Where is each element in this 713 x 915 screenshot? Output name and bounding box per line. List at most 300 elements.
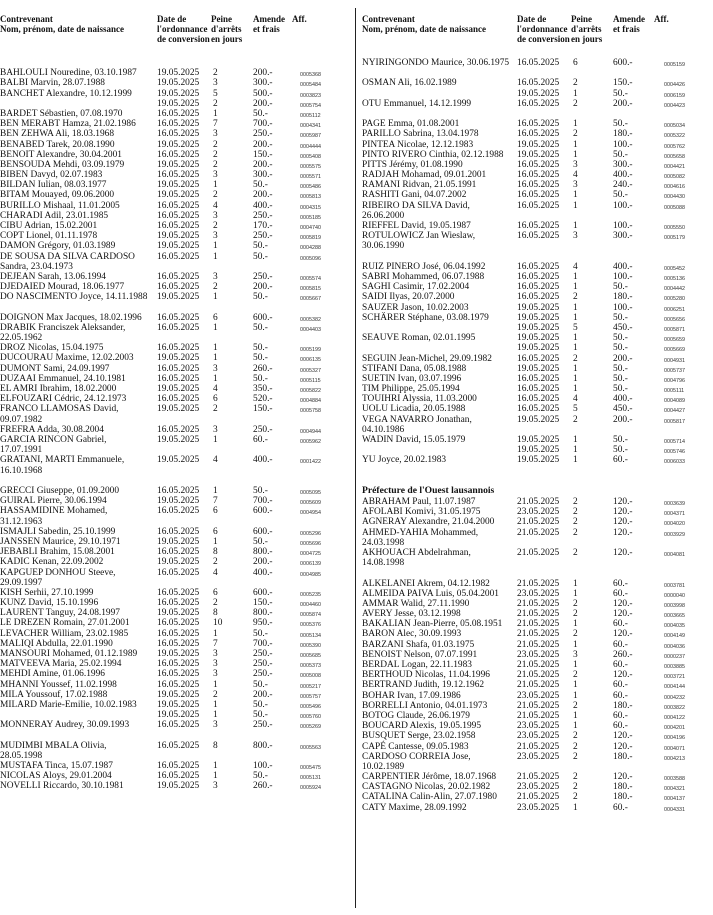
offender-name: MUSTAFA Tinca, 15.07.1987 <box>0 761 113 772</box>
offender-name: BENSOUDA Mehdi, 03.09.1979 <box>0 159 125 170</box>
table-row <box>0 241 350 251</box>
penalty-days: 4 <box>213 567 218 578</box>
table-row <box>0 598 350 608</box>
section-heading <box>362 486 713 497</box>
offender-name: MANSOURI Mohamed, 01.12.1989 <box>0 649 138 660</box>
conversion-date: 21.05.2025 <box>517 527 560 538</box>
table-row <box>0 313 350 323</box>
table-row <box>0 129 350 139</box>
case-number: 0004460 <box>300 602 321 609</box>
offender-name: CATALINA Calin-Alin, 27.07.1980 <box>362 792 497 803</box>
table-row <box>0 170 350 180</box>
penalty-days: 1 <box>573 149 578 160</box>
fine-amount: 250.- <box>253 271 273 282</box>
offender-name: LAURENT Tanguy, 24.08.1997 <box>0 608 120 619</box>
case-number: 0004725 <box>300 551 321 558</box>
table-row <box>362 272 713 282</box>
table-row <box>0 629 350 639</box>
case-number: 0005874 <box>300 612 321 619</box>
case-number: 0004931 <box>664 357 685 364</box>
fine-amount: 50.- <box>613 373 628 384</box>
fine-amount: 100.- <box>613 221 633 232</box>
case-number: 0004213 <box>664 755 685 762</box>
conversion-date: 16.05.2025 <box>157 373 200 384</box>
offender-name: OTU Emmanuel, 14.12.1999 <box>362 98 472 109</box>
penalty-days: 1 <box>213 485 218 496</box>
table-row <box>362 629 713 639</box>
table-row <box>0 394 350 404</box>
case-number: 0004985 <box>300 571 321 578</box>
case-number: 0004321 <box>664 786 685 793</box>
offender-name: MUDIMBI MBALA Olivia, 28.05.1998 <box>0 740 107 761</box>
conversion-date: 19.05.2025 <box>157 159 200 170</box>
penalty-days: 2 <box>213 159 218 170</box>
fine-amount: 50.- <box>613 343 628 354</box>
case-number: 0004020 <box>664 521 685 528</box>
offender-name: ISMAJLI Sabedin, 25.10.1999 <box>0 526 116 537</box>
penalty-days: 1 <box>213 373 218 384</box>
table-row <box>0 201 350 211</box>
case-number: 0004442 <box>664 286 685 293</box>
fine-amount: 120.- <box>613 547 633 558</box>
fine-amount: 600.- <box>253 312 273 323</box>
fine-amount: 250.- <box>253 129 273 140</box>
case-number: 0004089 <box>664 398 685 405</box>
offender-name: KUNZ David, 15.10.1996 <box>0 598 99 609</box>
table-row <box>0 649 350 659</box>
fine-amount: 60.- <box>613 455 628 466</box>
fine-amount: 50.- <box>253 180 268 191</box>
fine-amount: 120.- <box>613 609 633 620</box>
conversion-date: 21.05.2025 <box>517 609 560 620</box>
case-number: 0005376 <box>300 622 321 629</box>
case-number: 0005373 <box>300 663 321 670</box>
fine-amount: 180.- <box>613 751 633 762</box>
case-number: 0005746 <box>664 449 685 456</box>
fine-amount: 50.- <box>613 445 628 456</box>
conversion-date: 21.05.2025 <box>517 660 560 671</box>
conversion-date: 16.05.2025 <box>517 272 560 283</box>
fine-amount: 50.- <box>253 485 268 496</box>
conversion-date: 16.05.2025 <box>517 261 560 272</box>
conversion-date: 16.05.2025 <box>157 322 200 333</box>
table-row <box>362 160 713 170</box>
penalty-days: 1 <box>573 690 578 701</box>
fine-amount: 200.- <box>253 98 273 109</box>
offender-name: PINTEA Nicolae, 12.12.1983 <box>362 139 474 150</box>
header-name: Contrevenant Nom, prénom, date de naissance <box>0 14 124 34</box>
penalty-days: 3 <box>213 659 218 670</box>
case-number: 0000237 <box>664 653 685 660</box>
penalty-days: 1 <box>213 353 218 364</box>
offender-name: AVERY Jesse, 03.12.1998 <box>362 609 461 620</box>
offender-name: COPT Lionel, 01.11.1978 <box>0 231 98 242</box>
offender-name: SAUZER Jason, 10.02.2003 <box>362 302 469 313</box>
fine-amount: 350.- <box>253 384 273 395</box>
fine-amount: 120.- <box>613 670 633 681</box>
case-number: 0005452 <box>664 265 685 272</box>
column-divider <box>355 8 356 908</box>
fine-amount: 120.- <box>613 772 633 783</box>
offender-name: KADIC Kenan, 22.09.2002 <box>0 557 104 568</box>
fine-amount: 300.- <box>253 170 273 181</box>
offender-name: BENOIT Alexandre, 30.04.2001 <box>0 149 122 160</box>
penalty-days: 2 <box>213 149 218 160</box>
offender-name: BEN ZEHWA Ali, 18.03.1968 <box>0 129 115 140</box>
conversion-date: 16.05.2025 <box>157 343 200 354</box>
case-number: 0005390 <box>300 642 321 649</box>
conversion-date: 21.05.2025 <box>517 629 560 640</box>
table-row <box>362 640 713 650</box>
penalty-days: 1 <box>573 139 578 150</box>
fine-amount: 60.- <box>613 660 628 671</box>
fine-amount: 200.- <box>613 414 633 425</box>
case-number: 0003781 <box>664 582 685 589</box>
penalty-days: 1 <box>573 660 578 671</box>
table-row <box>362 548 713 579</box>
conversion-date: 16.05.2025 <box>517 180 560 191</box>
case-number: 0005486 <box>300 184 321 191</box>
penalty-days: 8 <box>213 608 218 619</box>
penalty-days: 2 <box>573 98 578 109</box>
offender-name: DUZAAI Emmanuel, 24.10.1981 <box>0 373 126 384</box>
table-row <box>362 721 713 731</box>
conversion-date: 16.05.2025 <box>517 384 560 395</box>
case-number: 0005609 <box>300 500 321 507</box>
fine-amount: 300.- <box>613 231 633 242</box>
penalty-days: 2 <box>573 741 578 752</box>
table-body <box>362 58 713 813</box>
case-number: 0005550 <box>664 225 685 232</box>
conversion-date: 16.05.2025 <box>517 404 560 415</box>
penalty-days: 2 <box>573 629 578 640</box>
fine-amount: 50.- <box>613 149 628 160</box>
fine-amount: 450.- <box>613 404 633 415</box>
fine-amount: 100.- <box>253 761 273 772</box>
offender-name: ALKELANEI Akrem, 04.12.1982 <box>362 578 490 589</box>
case-number: 0004944 <box>300 428 321 435</box>
conversion-date: 16.05.2025 <box>517 170 560 181</box>
conversion-date: 16.05.2025 <box>157 598 200 609</box>
offender-name: ELFOUZARI Cédric, 24.12.1973 <box>0 394 127 405</box>
case-number: 0005754 <box>300 102 321 109</box>
conversion-date: 16.05.2025 <box>157 221 200 231</box>
offender-name: FREFRA Adda, 30.08.2004 <box>0 424 104 435</box>
offender-name: FRANCO LLAMOSAS David, 09.07.1982 <box>0 404 119 425</box>
fine-amount: 50.- <box>253 353 268 364</box>
table-row <box>0 710 350 720</box>
case-number: 0005280 <box>664 296 685 303</box>
conversion-date: 19.05.2025 <box>517 322 560 333</box>
offender-name: SEAUVE Roman, 02.01.1995 <box>362 333 476 344</box>
penalty-days: 7 <box>213 638 218 649</box>
case-number: 0005571 <box>300 174 321 181</box>
table-row <box>362 731 713 741</box>
penalty-days: 3 <box>213 781 218 792</box>
conversion-date: 16.05.2025 <box>157 271 200 282</box>
penalty-days: 1 <box>573 363 578 374</box>
case-number: 0005368 <box>300 72 321 79</box>
fine-amount: 170.- <box>253 221 273 231</box>
offender-name: DUMONT Sami, 24.09.1997 <box>0 363 110 374</box>
penalty-days: 4 <box>573 170 578 181</box>
fine-amount: 60.- <box>613 710 628 721</box>
offender-name: DAMON Grégory, 01.03.1989 <box>0 241 116 252</box>
fine-amount: 250.- <box>253 424 273 435</box>
table-row <box>362 404 713 414</box>
fine-amount: 50.- <box>253 373 268 384</box>
offender-name: KAPGUEP DONHOU Steeve, 29.09.1997 <box>0 567 116 588</box>
table-body <box>0 58 350 792</box>
fine-amount: 60.- <box>613 619 628 630</box>
conversion-date: 19.05.2025 <box>157 689 200 700</box>
penalty-days: 2 <box>213 689 218 700</box>
fine-amount: 50.- <box>253 292 268 303</box>
fine-amount: 250.- <box>253 659 273 670</box>
table-row <box>0 639 350 649</box>
case-number: 0005685 <box>300 653 321 660</box>
fine-amount: 120.- <box>613 598 633 609</box>
conversion-date: 16.05.2025 <box>157 740 200 751</box>
offender-name: BARZANI Shafa, 01.03.1975 <box>362 639 475 650</box>
conversion-date: 16.05.2025 <box>517 58 560 68</box>
offender-name: AFOLABI Komivi, 31.05.1975 <box>362 507 481 518</box>
table-row <box>0 323 350 343</box>
conversion-date: 16.05.2025 <box>157 526 200 537</box>
conversion-date: 16.05.2025 <box>517 78 560 89</box>
offender-name: STIFANI Dana, 05.08.1988 <box>362 363 467 374</box>
case-number: 0005111 <box>664 388 685 395</box>
conversion-date: 23.05.2025 <box>517 731 560 742</box>
conversion-date: 19.05.2025 <box>157 241 200 252</box>
table-row <box>0 68 350 78</box>
table-row <box>0 282 350 292</box>
conversion-date: 21.05.2025 <box>517 710 560 721</box>
conversion-date: 21.05.2025 <box>517 598 560 609</box>
offender-name: DUCOURAU Maxime, 12.02.2003 <box>0 353 134 364</box>
fine-amount: 400.- <box>613 261 633 272</box>
table-row <box>362 129 713 139</box>
penalty-days: 1 <box>573 680 578 691</box>
fine-amount: 200.- <box>253 139 273 150</box>
case-number: 0004288 <box>300 245 321 252</box>
offender-name: BERTHOUD Nicolas, 11.04.1996 <box>362 670 490 681</box>
table-row <box>362 180 713 190</box>
case-number: 0004444 <box>300 143 321 150</box>
penalty-days: 2 <box>573 670 578 681</box>
table-row <box>0 781 350 791</box>
case-number: 0005696 <box>300 540 321 547</box>
offender-name: CHARADI Adil, 23.01.1985 <box>0 210 109 221</box>
fine-amount: 200.- <box>253 689 273 700</box>
fine-amount: 50.- <box>613 333 628 344</box>
conversion-date: 19.05.2025 <box>517 445 560 456</box>
conversion-date: 21.05.2025 <box>517 680 560 691</box>
offender-name: LE DREZEN Romain, 27.01.2001 <box>0 618 130 629</box>
table-row <box>362 170 713 180</box>
case-number: 0003639 <box>664 500 685 507</box>
offender-name: BILDAN Iulian, 08.03.1977 <box>0 180 107 191</box>
penalty-days: 1 <box>213 628 218 639</box>
conversion-date: 19.05.2025 <box>517 363 560 374</box>
fine-amount: 200.- <box>613 98 633 109</box>
conversion-date: 19.05.2025 <box>157 98 200 109</box>
penalty-days: 6 <box>213 312 218 323</box>
penalty-days: 1 <box>573 272 578 283</box>
offender-name: RADJAH Mohamad, 09.01.2001 <box>362 170 487 181</box>
fine-amount: 50.- <box>613 384 628 395</box>
fine-amount: 200.- <box>253 159 273 170</box>
offender-name: HASSAMIDINE Mohamed, 31.12.1963 <box>0 506 108 527</box>
table-row <box>362 415 713 435</box>
case-number: 0005714 <box>664 439 685 446</box>
conversion-date: 19.05.2025 <box>157 180 200 191</box>
table-row <box>0 150 350 160</box>
fine-amount: 260.- <box>613 649 633 660</box>
penalty-days: 1 <box>213 241 218 252</box>
penalty-days: 3 <box>213 649 218 660</box>
header-date: Date de l'ordonnance de conversion <box>157 14 210 44</box>
conversion-date: 19.05.2025 <box>517 312 560 323</box>
offender-name: BERDAL Logan, 22.11.1983 <box>362 660 472 671</box>
penalty-days: 8 <box>213 547 218 558</box>
conversion-date: 23.05.2025 <box>517 507 560 518</box>
offender-name: NYIRINGONDO Maurice, 30.06.1975 <box>362 58 510 68</box>
conversion-date: 16.05.2025 <box>157 108 200 119</box>
table-row <box>0 384 350 394</box>
conversion-date: 19.05.2025 <box>517 435 560 446</box>
table-row <box>0 272 350 282</box>
offender-name: CIBU Adrian, 15.02.2001 <box>0 221 98 231</box>
offender-name: UOLU Licadia, 20.05.1988 <box>362 404 466 415</box>
table-row <box>362 772 713 782</box>
fine-amount: 400.- <box>253 455 273 466</box>
offender-name: PINTO RIVERO Cinthia, 02.12.1988 <box>362 149 504 160</box>
table-row <box>362 303 713 313</box>
table-row <box>0 496 350 506</box>
table-row <box>362 782 713 792</box>
offender-name: RASHITI Gani, 04.07.2002 <box>362 190 467 201</box>
offender-name: RAMANI Ridvan, 21.05.1991 <box>362 180 477 191</box>
penalty-days: 4 <box>573 261 578 272</box>
penalty-days: 2 <box>213 557 218 568</box>
offender-name: PARILLO Sabrina, 13.04.1978 <box>362 129 479 140</box>
fine-amount: 950.- <box>253 618 273 629</box>
penalty-days: 2 <box>213 221 218 231</box>
offender-name: DRABIK Franciszek Aleksander, 22.05.1962 <box>0 322 126 344</box>
conversion-date: 16.05.2025 <box>517 200 560 211</box>
case-number: 0004341 <box>300 123 321 130</box>
conversion-date: 16.05.2025 <box>517 231 560 242</box>
conversion-date: 19.05.2025 <box>157 404 200 415</box>
penalty-days: 3 <box>213 129 218 140</box>
table-row <box>362 497 713 507</box>
penalty-days: 2 <box>573 731 578 742</box>
fine-amount: 260.- <box>253 781 273 792</box>
penalty-days: 2 <box>213 282 218 293</box>
table-row <box>362 691 713 701</box>
table-row <box>362 599 713 609</box>
penalty-days: 1 <box>573 588 578 599</box>
offender-name: MALIQI Abdulla, 22.01.1990 <box>0 638 113 649</box>
case-number: 0005563 <box>300 744 321 751</box>
case-number: 0004315 <box>300 204 321 211</box>
penalty-days: 3 <box>573 231 578 242</box>
table-row <box>362 89 713 99</box>
penalty-days: 2 <box>573 414 578 425</box>
offender-name: BENABED Tarek, 20.08.1990 <box>0 139 115 150</box>
table-row <box>362 221 713 231</box>
row-spacer <box>0 58 350 68</box>
offender-name: SUETIN Ivan, 03.07.1996 <box>362 373 462 384</box>
penalty-days: 5 <box>213 88 218 99</box>
table-row <box>362 364 713 374</box>
fine-amount: 250.- <box>253 669 273 680</box>
table-row <box>0 741 350 761</box>
penalty-days: 4 <box>213 384 218 395</box>
fine-amount: 800.- <box>253 608 273 619</box>
case-number: 0005822 <box>300 388 321 395</box>
offender-name: BIBEN Davyd, 02.07.1983 <box>0 170 103 181</box>
case-number: 0003823 <box>300 92 321 99</box>
table-row <box>0 537 350 547</box>
fine-amount: 50.- <box>613 363 628 374</box>
table-row <box>0 140 350 150</box>
table-row <box>0 700 350 710</box>
header-peine: Peine d'arrêts en jours <box>211 14 243 44</box>
offender-name: CAPÉ Cantesse, 09.05.1983 <box>362 741 469 752</box>
offender-name: NICOLAS Aloys, 29.01.2004 <box>0 771 112 782</box>
penalty-days: 2 <box>573 507 578 518</box>
penalty-days: 3 <box>213 271 218 282</box>
penalty-days: 3 <box>213 231 218 242</box>
table-row <box>362 650 713 660</box>
fine-amount: 100.- <box>613 139 633 150</box>
offender-name: ABRAHAM Paul, 11.07.1987 <box>362 496 476 507</box>
conversion-date: 16.05.2025 <box>157 424 200 435</box>
conversion-date: 16.05.2025 <box>157 638 200 649</box>
penalty-days: 3 <box>213 669 218 680</box>
fine-amount: 700.- <box>253 119 273 130</box>
offender-name: JEBABLI Brahim, 15.08.2001 <box>0 547 115 558</box>
case-number: 0004884 <box>300 398 321 405</box>
penalty-days: 1 <box>573 343 578 354</box>
conversion-date: 19.05.2025 <box>157 496 200 507</box>
conversion-date: 19.05.2025 <box>517 343 560 354</box>
table-row <box>362 150 713 160</box>
conversion-date: 19.05.2025 <box>157 455 200 466</box>
fine-amount: 200.- <box>253 68 273 79</box>
case-number: 0005322 <box>664 133 685 140</box>
right-column <box>362 14 713 813</box>
case-number: 0004035 <box>664 623 685 630</box>
conversion-date: 19.05.2025 <box>157 608 200 619</box>
conversion-date: 19.05.2025 <box>157 435 200 445</box>
fine-amount: 60.- <box>613 639 628 650</box>
conversion-date: 21.05.2025 <box>517 772 560 783</box>
section-title: Préfecture de l'Ouest lausannois <box>362 484 495 496</box>
penalty-days: 1 <box>213 251 218 262</box>
conversion-date: 19.05.2025 <box>157 88 200 99</box>
penalty-days: 1 <box>573 721 578 732</box>
table-row <box>0 568 350 588</box>
penalty-days: 3 <box>573 649 578 660</box>
conversion-date: 19.05.2025 <box>157 139 200 150</box>
case-number: 0005217 <box>300 683 321 690</box>
case-number: 0004137 <box>664 796 685 803</box>
fine-amount: 180.- <box>613 792 633 803</box>
offender-name: SABRI Mohammed, 06.07.1988 <box>362 272 485 283</box>
